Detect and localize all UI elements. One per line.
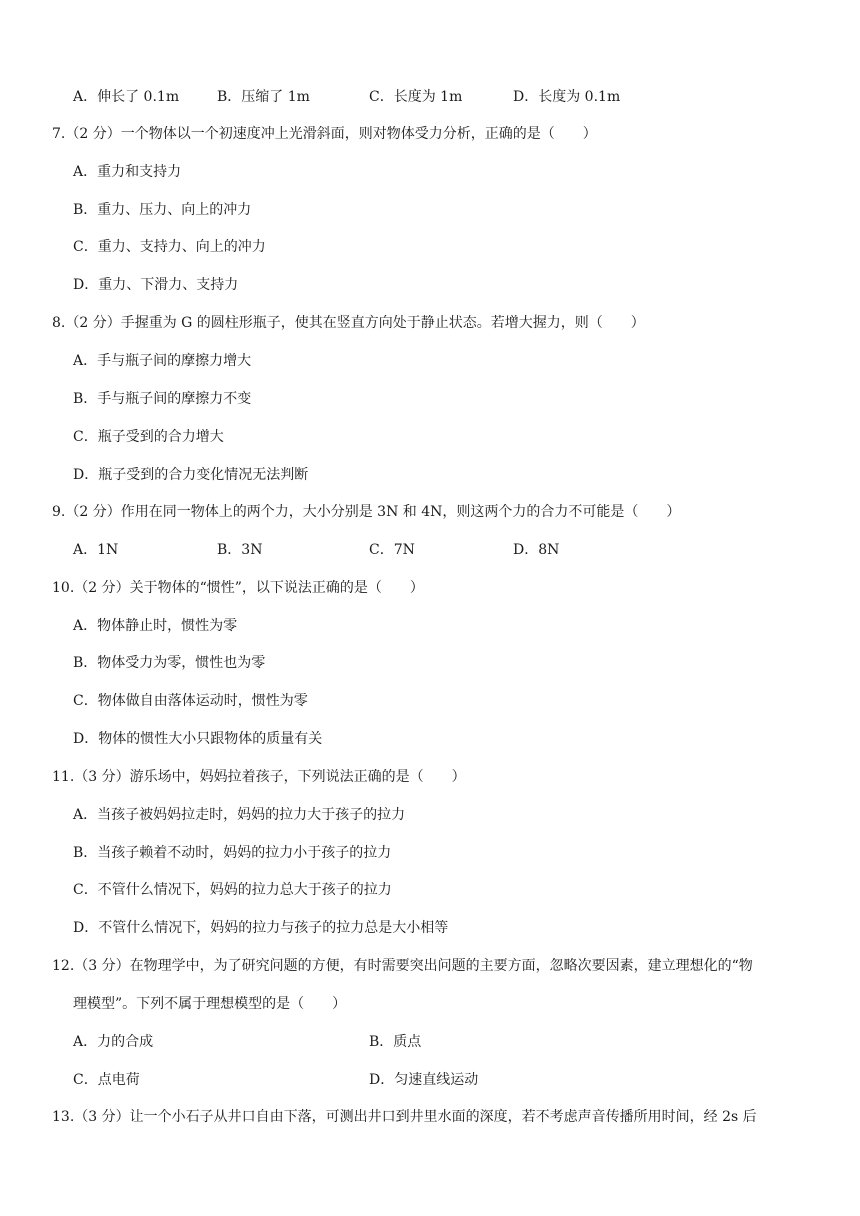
q7-option-b: B．重力、压力、向上的冲力	[73, 202, 252, 218]
q8-option-d: D．瓶子受到的合力变化情况无法判断	[73, 467, 309, 483]
q10-stem: 10.（2 分）关于物体的“惯性”，以下说法正确的是（ ）	[52, 580, 424, 596]
q11-option-c: C．不管什么情况下，妈妈的拉力总大于孩子的拉力	[73, 882, 392, 898]
q7-stem: 7.（2 分）一个物体以一个初速度冲上光滑斜面，则对物体受力分析，正确的是（ ）	[52, 126, 597, 142]
q12-option-b: B．质点	[369, 1034, 422, 1050]
q12-option-d: D．匀速直线运动	[369, 1072, 479, 1088]
q8-option-c: C．瓶子受到的合力增大	[73, 429, 224, 445]
q9-option-c: C．7N	[369, 542, 415, 558]
q6-option-b: B．压缩了 1m	[217, 89, 310, 105]
q12-option-a: A．力的合成	[73, 1034, 154, 1050]
q12-option-c: C．点电荷	[73, 1072, 140, 1088]
q10-option-c: C．物体做自由落体运动时，惯性为零	[73, 693, 308, 709]
q7-option-c: C．重力、支持力、向上的冲力	[73, 239, 266, 255]
q9-option-b: B．3N	[217, 542, 263, 558]
q6-option-d: D．长度为 0.1m	[513, 89, 621, 105]
q8-option-b: B．手与瓶子间的摩擦力不变	[73, 391, 252, 407]
q10-option-a: A．物体静止时，惯性为零	[73, 618, 238, 634]
q8-option-a: A．手与瓶子间的摩擦力增大	[73, 353, 252, 369]
q8-stem: 8.（2 分）手握重为 G 的圆柱形瓶子，使其在竖直方向处于静止状态。若增大握力，则（ ）	[52, 315, 645, 331]
q11-option-a: A．当孩子被妈妈拉走时，妈妈的拉力大于孩子的拉力	[73, 807, 406, 823]
q10-option-d: D．物体的惯性大小只跟物体的质量有关	[73, 731, 323, 747]
q7-option-a: A．重力和支持力	[73, 164, 182, 180]
q10-option-b: B．物体受力为零，惯性也为零	[73, 655, 266, 671]
q12-stem-line1: 12.（3 分）在物理学中，为了研究问题的方便，有时需要突出问题的主要方面，忽略次要因素，建立理想化的“物	[52, 958, 753, 974]
q7-option-d: D．重力、下滑力、支持力	[73, 277, 239, 293]
q6-option-c: C．长度为 1m	[369, 89, 463, 105]
q11-option-d: D．不管什么情况下，妈妈的拉力与孩子的拉力总是大小相等	[73, 920, 449, 936]
q9-option-a: A．1N	[73, 542, 119, 558]
q9-stem: 9.（2 分）作用在同一物体上的两个力，大小分别是 3N 和 4N，则这两个力的合力不可能是（ ）	[52, 504, 681, 520]
q13-stem-line1: 13.（3 分）让一个小石子从井口自由下落，可测出井口到井里水面的深度，若不考虑声音传播所用时间，经 2s 后	[52, 1109, 757, 1125]
q6-option-a: A．伸长了 0.1m	[73, 89, 180, 105]
q9-option-d: D．8N	[513, 542, 560, 558]
q11-option-b: B．当孩子赖着不动时，妈妈的拉力小于孩子的拉力	[73, 845, 392, 861]
q11-stem: 11.（3 分）游乐场中，妈妈拉着孩子，下列说法正确的是（ ）	[52, 769, 466, 785]
q12-stem-line2: 理模型”。下列不属于理想模型的是（ ）	[73, 996, 347, 1012]
